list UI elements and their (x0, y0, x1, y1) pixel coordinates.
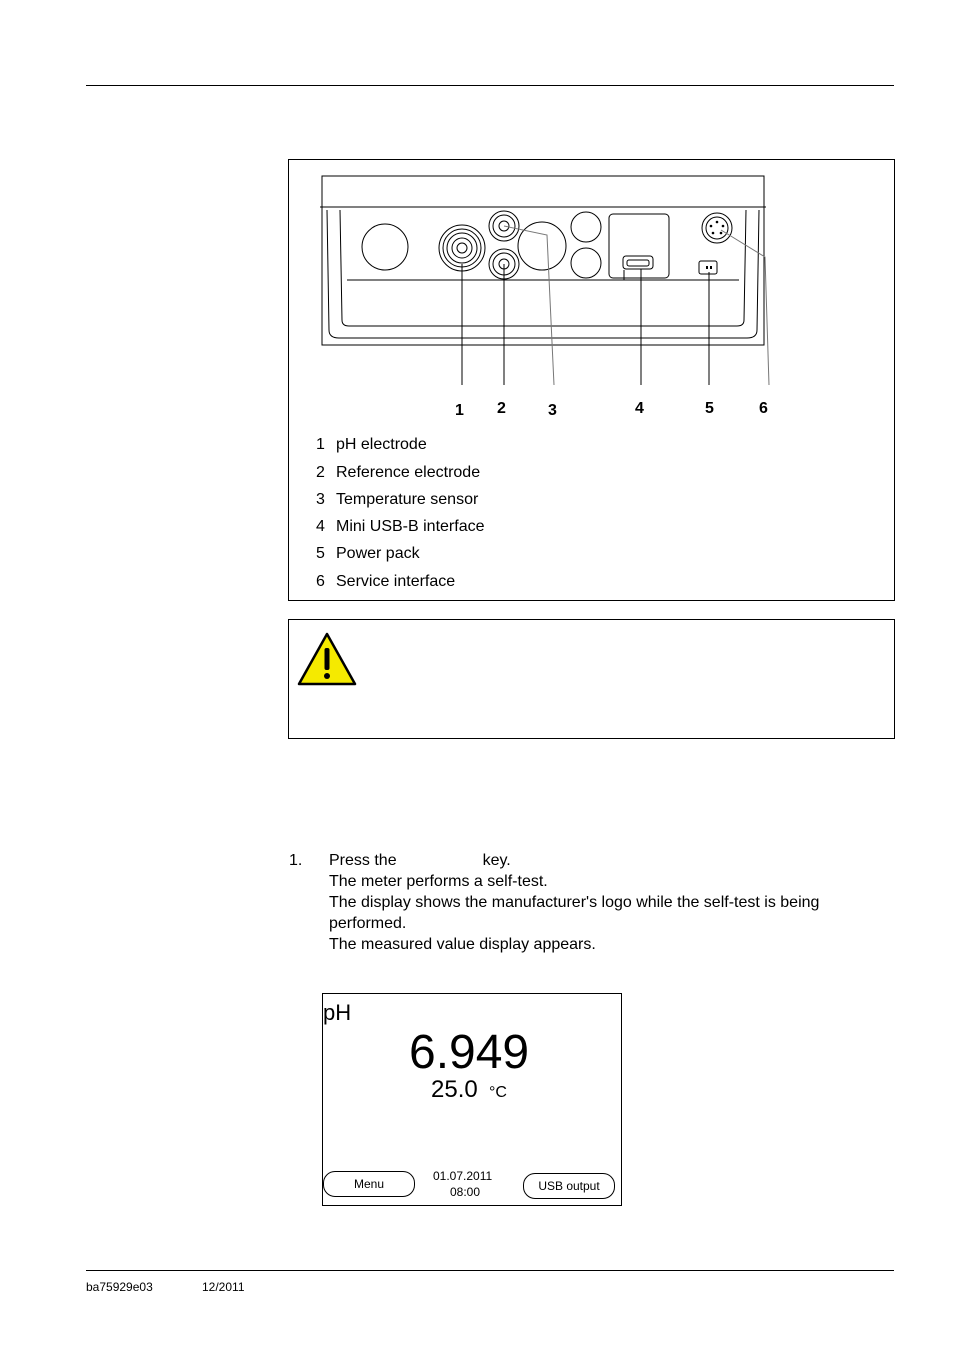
display-time: 08:00 (450, 1185, 481, 1199)
legend-item: 2 Reference electrode (316, 464, 481, 481)
step-number: 1. (289, 852, 303, 869)
step-line: Press the key. (329, 852, 511, 869)
callout-3: 3 (548, 402, 557, 419)
callout-1: 1 (455, 402, 464, 419)
menu-softkey[interactable]: Menu (323, 1171, 415, 1197)
step-line: The meter performs a self-test. (329, 873, 548, 890)
footer-doc-id: ba75929e03 (86, 1280, 153, 1294)
legend-item: 4 Mini USB-B interface (316, 518, 485, 535)
step-body (329, 850, 879, 955)
step-line: The display shows the manufacturer's logo while the self-test is being performed. (329, 894, 820, 932)
callout-5: 5 (705, 400, 714, 417)
legend-item: 1 pH electrode (316, 436, 427, 453)
legend-item: 5 Power pack (316, 545, 420, 562)
measured-value: 6.949 (409, 1026, 530, 1079)
footer-rule (86, 1270, 894, 1271)
footer-date: 12/2011 (202, 1280, 245, 1294)
step-line: The measured value display appears. (329, 936, 596, 953)
connector-panel-drawing (289, 160, 894, 420)
header-rule (86, 85, 894, 86)
warning-box (288, 619, 895, 739)
warning-triangle-icon (296, 631, 358, 687)
usb-output-softkey[interactable]: USB output (523, 1173, 615, 1199)
legend-item: 6 Service interface (316, 573, 456, 590)
callout-2: 2 (497, 400, 506, 417)
meter-display (322, 993, 622, 1206)
legend-item: 3 Temperature sensor (316, 491, 479, 508)
callout-4: 4 (635, 400, 644, 417)
temperature-unit: °C (489, 1084, 507, 1101)
parameter-label: pH (323, 1000, 352, 1025)
instruction-steps (289, 850, 879, 955)
display-date: 01.07.2011 (433, 1169, 493, 1183)
temperature-value: 25.0 (431, 1076, 478, 1103)
callout-6: 6 (759, 400, 768, 417)
